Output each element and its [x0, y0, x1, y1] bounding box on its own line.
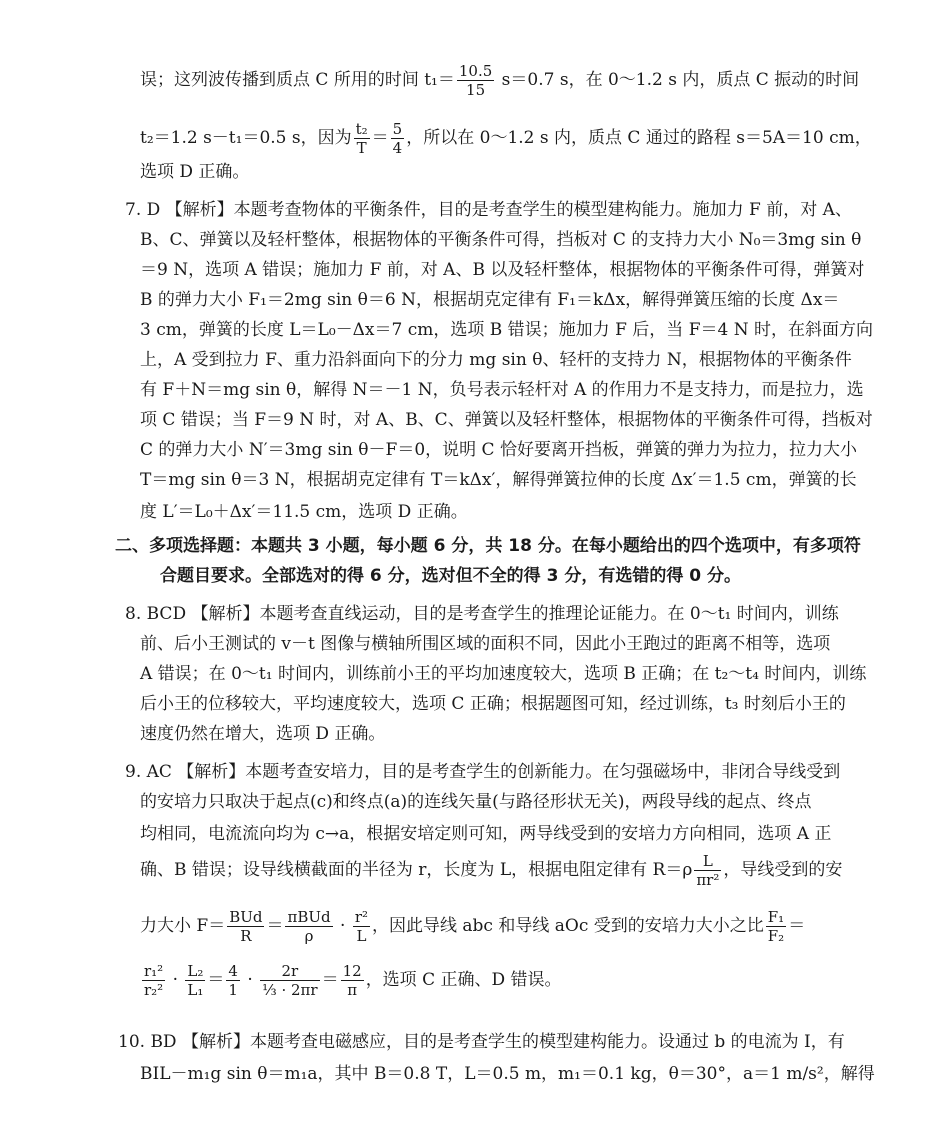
fraction-denominator: L₁ — [187, 981, 204, 999]
fraction — [457, 62, 494, 99]
text-segment: 7. D 【解析】本题考查物体的平衡条件，目的是考查学生的模型建构能力。施加力 F 前，对 A、 — [125, 200, 852, 220]
fraction — [766, 908, 786, 945]
answer-10-header: 10. BD 【解析】本题考查电磁感应，目的是考查学生的模型建构能力。设通过 b 的电流为 I，有 — [118, 1032, 845, 1052]
text-line: ＝9 N，选项 A 错误；施加力 F 前，对 A、B 以及轻杆整体，根据物体的平衡条件可得，弹簧对 — [140, 260, 865, 280]
fraction — [260, 962, 319, 999]
fraction-denominator: L — [356, 927, 367, 945]
answer-9-header: 9. AC 【解析】本题考查安培力，目的是考查学生的创新能力。在匀强磁场中，非闭合导线受到 — [125, 762, 841, 782]
text-line: 3 cm，弹簧的长度 L＝L₀－Δx＝7 cm，选项 B 错误；施加力 F 后，当 F＝4 N 时，在斜面方向 — [140, 320, 873, 340]
text-line: 选项 D 正确。 — [140, 162, 250, 182]
fraction-numerator: r₁² — [144, 962, 164, 980]
fraction — [341, 962, 364, 999]
section-heading: 二、多项选择题：本题共 3 小题，每小题 6 分，共 18 分。在每小题给出的四个选项中，有多项符 — [115, 536, 861, 556]
fraction-numerator: 12 — [342, 962, 362, 980]
text-line: 均相同，电流流向均为 c→a，根据安培定则可知，两导线受到的安培力方向相同，选项 A 正 — [140, 824, 832, 844]
fraction-denominator: r₂² — [144, 981, 164, 999]
text-line: 速度仍然在增大，选项 D 正确。 — [140, 724, 386, 744]
text-line: T＝mg sin θ＝3 N，根据胡克定律有 T＝kΔx′，解得弹簧拉伸的长度 Δx′＝1.5 cm，弹簧的长 — [140, 470, 857, 490]
text-segment: ＝ — [266, 916, 284, 936]
text-segment: ＝ — [321, 970, 339, 990]
text-segment: t₂＝1.2 s－t₁＝0.5 s，因为 — [140, 128, 352, 148]
text-line — [140, 120, 872, 157]
text-line: C 的弹力大小 N′＝3mg sin θ－F＝0，说明 C 恰好要离开挡板，弹簧的弹力为拉力，拉力大小 — [140, 440, 857, 460]
text-line — [140, 62, 859, 99]
text-segment: ，导线受到的安 — [723, 860, 843, 880]
fraction-denominator: ρ — [304, 927, 314, 945]
answer-8-header: 8. BCD 【解析】本题考查直线运动，目的是考查学生的推理论证能力。在 0～t₁ 时间内，训练 — [125, 604, 839, 624]
answer-7-header — [125, 198, 852, 222]
fraction-denominator: πr² — [696, 871, 720, 889]
fraction — [354, 120, 370, 157]
fraction-numerator: BUd — [229, 908, 263, 926]
fraction-denominator: F₂ — [767, 927, 785, 945]
fraction-numerator: 10.5 — [458, 62, 493, 80]
text-segment: s＝0.7 s，在 0～1.2 s 内，质点 C 振动的时间 — [496, 70, 860, 90]
text-line: A 错误；在 0～t₁ 时间内，训练前小王的平均加速度较大，选项 B 正确；在 t₂～t₄ 时间内，训练 — [140, 664, 867, 684]
text-line: B 的弹力大小 F₁＝2mg sin θ＝6 N，根据胡克定律有 F₁＝kΔx，解得弹簧压缩的长度 Δx＝ — [140, 290, 840, 310]
fraction-denominator: π — [347, 981, 358, 999]
text-segment: ，所以在 0～1.2 s 内，质点 C 通过的路程 s＝5A＝10 cm， — [406, 128, 872, 148]
text-line: 有 F＋N＝mg sin θ，解得 N＝－1 N，负号表示轻杆对 A 的作用力不是支持力，而是拉力，选 — [140, 380, 864, 400]
fraction-numerator: 5 — [392, 120, 403, 138]
fraction-numerator: F₁ — [767, 908, 785, 926]
fraction-numerator: 2r — [260, 962, 319, 981]
fraction-numerator: L — [694, 852, 721, 871]
text-segment: · — [241, 970, 259, 990]
text-segment: 误；这列波传播到质点 C 所用的时间 t₁＝ — [140, 70, 455, 90]
text-line: 后小王的位移较大，平均速度较大，选项 C 正确；根据题图可知，经过训练，t₃ 时刻后小王的 — [140, 694, 846, 714]
text-segment: · — [167, 970, 184, 990]
fraction-denominator: R — [240, 927, 252, 945]
text-line: B、C、弹簧以及轻杆整体，根据物体的平衡条件可得，挡板对 C 的支持力大小 N₀＝3mg sin θ — [140, 230, 862, 250]
fraction — [694, 852, 721, 889]
text-segment: 确、B 错误；设导线横截面的半径为 r，长度为 L，根据电阻定律有 R＝ρ — [140, 860, 693, 880]
text-segment: 力大小 F＝ — [140, 916, 226, 936]
fraction — [142, 962, 165, 999]
fraction-denominator: 1 — [228, 981, 238, 999]
text-line: 上，A 受到拉力 F、重力沿斜面向下的分力 mg sin θ、轻杆的支持力 N，根据物体的平衡条件 — [140, 350, 852, 370]
text-line: 的安培力只取决于起点(c)和终点(a)的连线矢量(与路径形状无关)，两段导线的起点、终点 — [140, 792, 812, 812]
text-segment: ，选项 C 正确、D 错误。 — [365, 970, 562, 990]
fraction-denominator: 15 — [466, 81, 486, 99]
fraction — [391, 120, 405, 157]
text-segment: ＝ — [207, 970, 225, 990]
text-line: BIL－m₁g sin θ＝m₁a，其中 B＝0.8 T，L＝0.5 m，m₁＝0.1 kg，θ＝30°，a＝1 m/s²，解得 — [140, 1064, 875, 1084]
fraction-numerator: πBUd — [287, 908, 331, 926]
text-line — [140, 908, 805, 945]
text-line: 前、后小王测试的 v－t 图像与横轴所围区域的面积不同，因此小王跑过的距离不相等，选项 — [140, 634, 831, 654]
text-line: 项 C 错误；当 F＝9 N 时，对 A、B、C、弹簧以及轻杆整体，根据物体的平衡条件可得，挡板对 — [140, 410, 873, 430]
fraction — [285, 908, 332, 945]
text-line — [140, 852, 842, 889]
fraction-numerator: 4 — [228, 962, 238, 980]
fraction-numerator: t₂ — [355, 120, 368, 138]
fraction — [226, 962, 240, 999]
text-segment: ＝ — [788, 916, 806, 936]
text-segment: ＝ — [371, 128, 389, 148]
fraction — [185, 962, 205, 999]
fraction-denominator: ⅓ · 2πr — [262, 981, 318, 999]
fraction-denominator: T — [356, 139, 367, 157]
section-heading-cont: 合题目要求。全部选对的得 6 分，选对但不全的得 3 分，有选错的得 0 分。 — [160, 566, 741, 586]
text-line: 度 L′＝L₀＋Δx′＝11.5 cm，选项 D 正确。 — [140, 502, 468, 522]
text-segment: · — [334, 916, 351, 936]
text-line — [140, 962, 562, 999]
fraction-numerator: r² — [354, 908, 369, 926]
fraction — [353, 908, 370, 945]
fraction — [227, 908, 264, 945]
text-segment: ，因此导线 abc 和导线 aOc 受到的安培力大小之比 — [372, 916, 764, 936]
fraction-denominator: 4 — [392, 139, 403, 157]
fraction-numerator: L₂ — [187, 962, 204, 980]
